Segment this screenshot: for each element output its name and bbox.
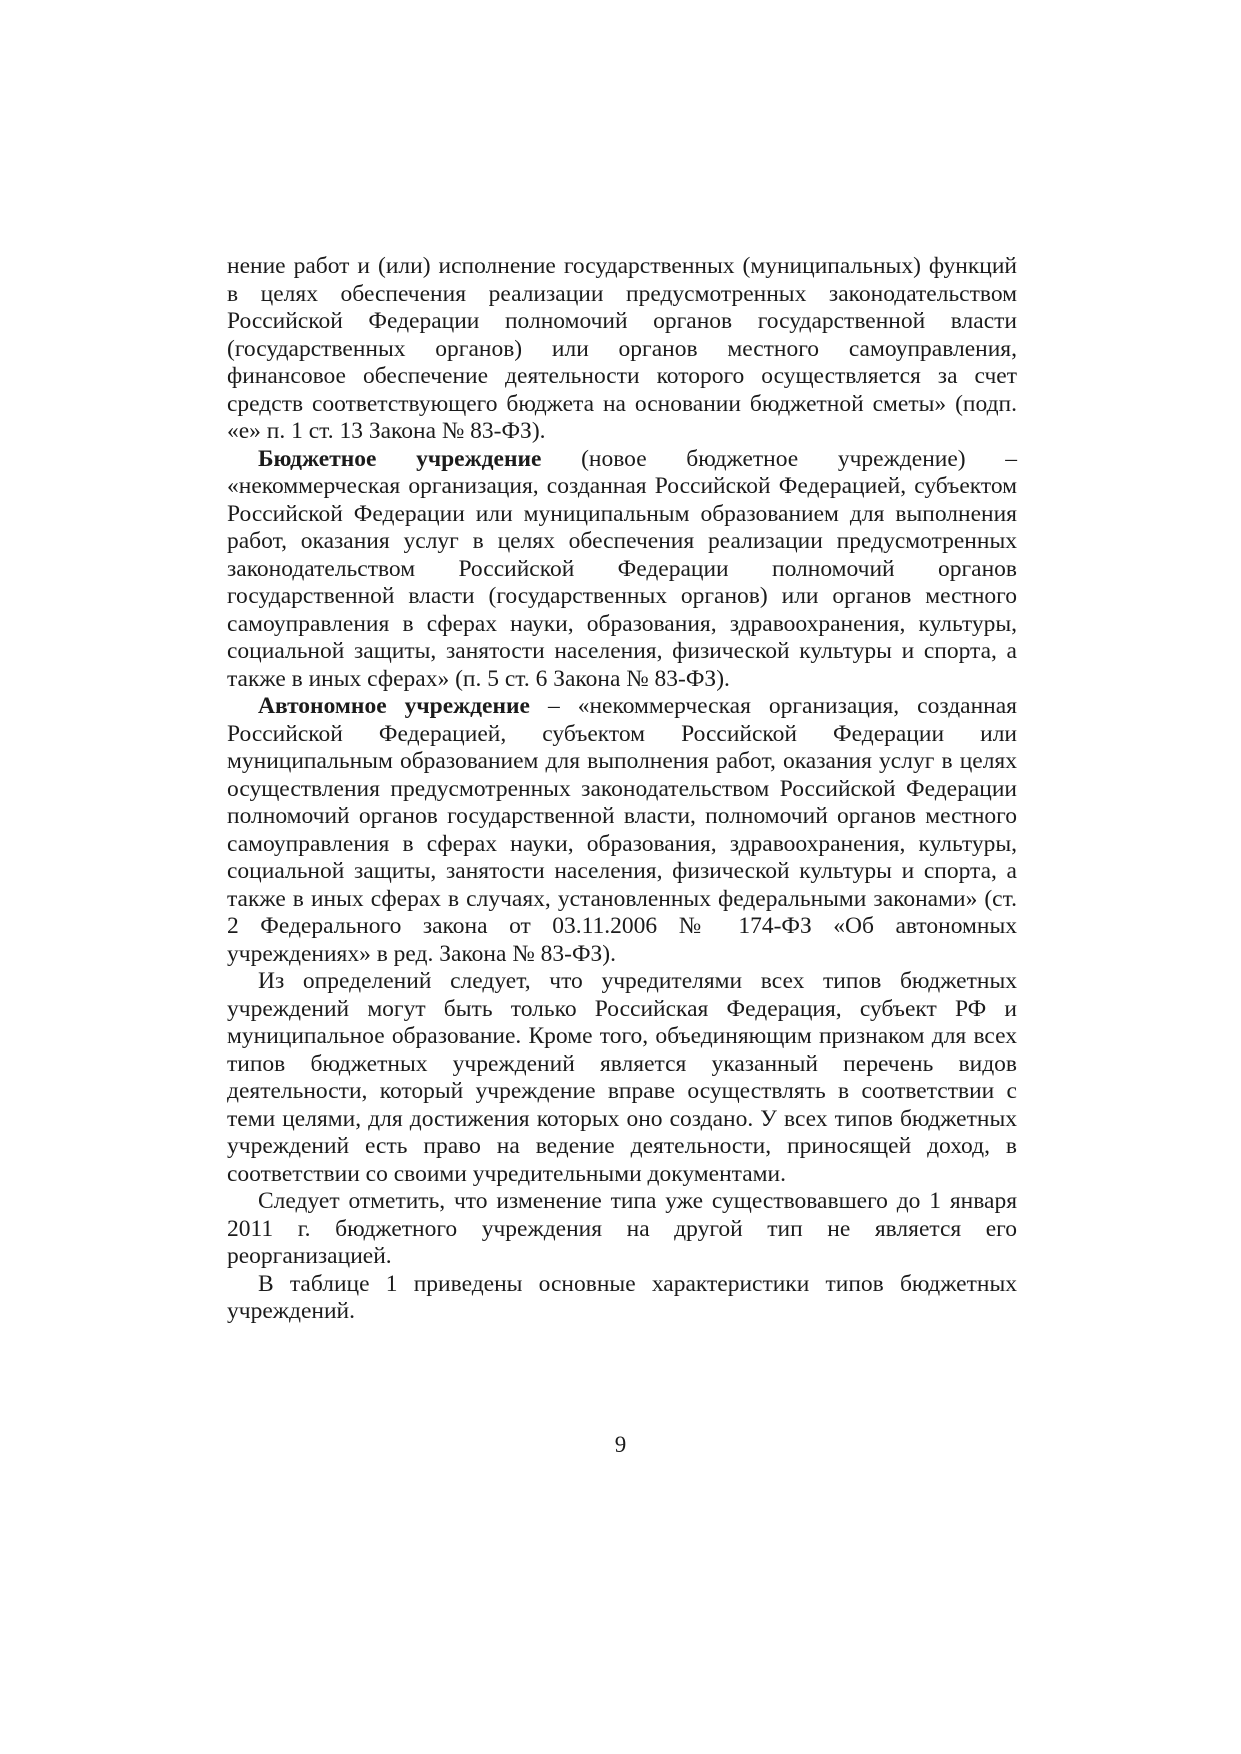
page-number: 9 xyxy=(614,1432,627,1457)
paragraph-type-change xyxy=(227,1188,1017,1271)
paragraph-text: (новое бюджетное учреждение) – «некоммерческая организация, созданная Российской Федерацией, субъектом Российской Федерации или муниципальным образованием для выполнения работ, оказания услуг в целях обеспечения реализации предусмотренных законодательством Российской Федерации полномочий органов государственной власти (государственных органов) или органов местного самоуправления в сферах науки, образования, здравоохранения, культуры, социальной защиты, занятости населения, физической культуры и спорта, а также в иных сферах» (п. 5 ст. 6 Закона № 83-ФЗ). xyxy=(227,445,1017,692)
paragraph-budget-institution xyxy=(227,446,1017,694)
term-budget-institution: Бюджетное учреждение xyxy=(258,445,542,472)
paragraph-text: Из определений следует, что учредителями всех типов бюджетных учреждений могут быть только Российская Федерация, субъект РФ и муниципальное образование. Кроме того, объединяющим признаком для всех типов бюджетных учреждений является указанный перечень видов деятельности, который учреждение вправе осуществлять в соответствии с теми целями, для достижения которых оно создано. У всех типов бюджетных учреждений есть право на ведение деятельности, приносящей доход, в соответствии со своими учредительными документами. xyxy=(227,968,1017,1187)
paragraph-text: – «некоммерческая организация, созданная Российской Федерацией, субъектом Российской Федерации или муниципальным образованием для выполнения работ, оказания услуг в целях осуществления предусмотренных законодательством Российской Федерации полномочий органов государственной власти, полномочий органов местного самоуправления в сферах науки, образования, здравоохранения, культуры, социальной защиты, занятости населения, физической культуры и спорта, а также в иных сферах в случаях, установленных федеральными законами» (ст. 2 Федерального закона от 03.11.2006 № 174-ФЗ «Об автономных учреждениях» в ред. Закона № 83-ФЗ). xyxy=(227,693,1017,967)
term-autonomous-institution: Автономное учреждение xyxy=(258,693,530,719)
paragraph-text: В таблице 1 приведены основные характеристики типов бюджетных учреждений. xyxy=(227,1270,1017,1324)
paragraph-text: Следует отметить, что изменение типа уже существовавшего до 1 января 2011 г. бюджетного учреждения на другой тип не является его реорганизацией. xyxy=(227,1188,1017,1269)
body-text xyxy=(227,253,1017,1326)
paragraph-text: нение работ и (или) исполнение государственных (муниципальных) функций в целях обеспечения реализации предусмотренных законодательством Российской Федерации полномочий органов государственной власти (государственных органов) или органов местного самоуправления, финансовое обеспечение деятельности которого осуществляется за счет средств соответствующего бюджета на основании бюджетной сметы» (подп. «е» п. 1 ст. 13 Закона № 83-ФЗ). xyxy=(227,253,1017,444)
paragraph-continuation xyxy=(227,253,1017,446)
paragraph-autonomous-institution xyxy=(227,693,1017,968)
paragraph-table-reference xyxy=(227,1271,1017,1326)
paragraph-founders xyxy=(227,968,1017,1188)
